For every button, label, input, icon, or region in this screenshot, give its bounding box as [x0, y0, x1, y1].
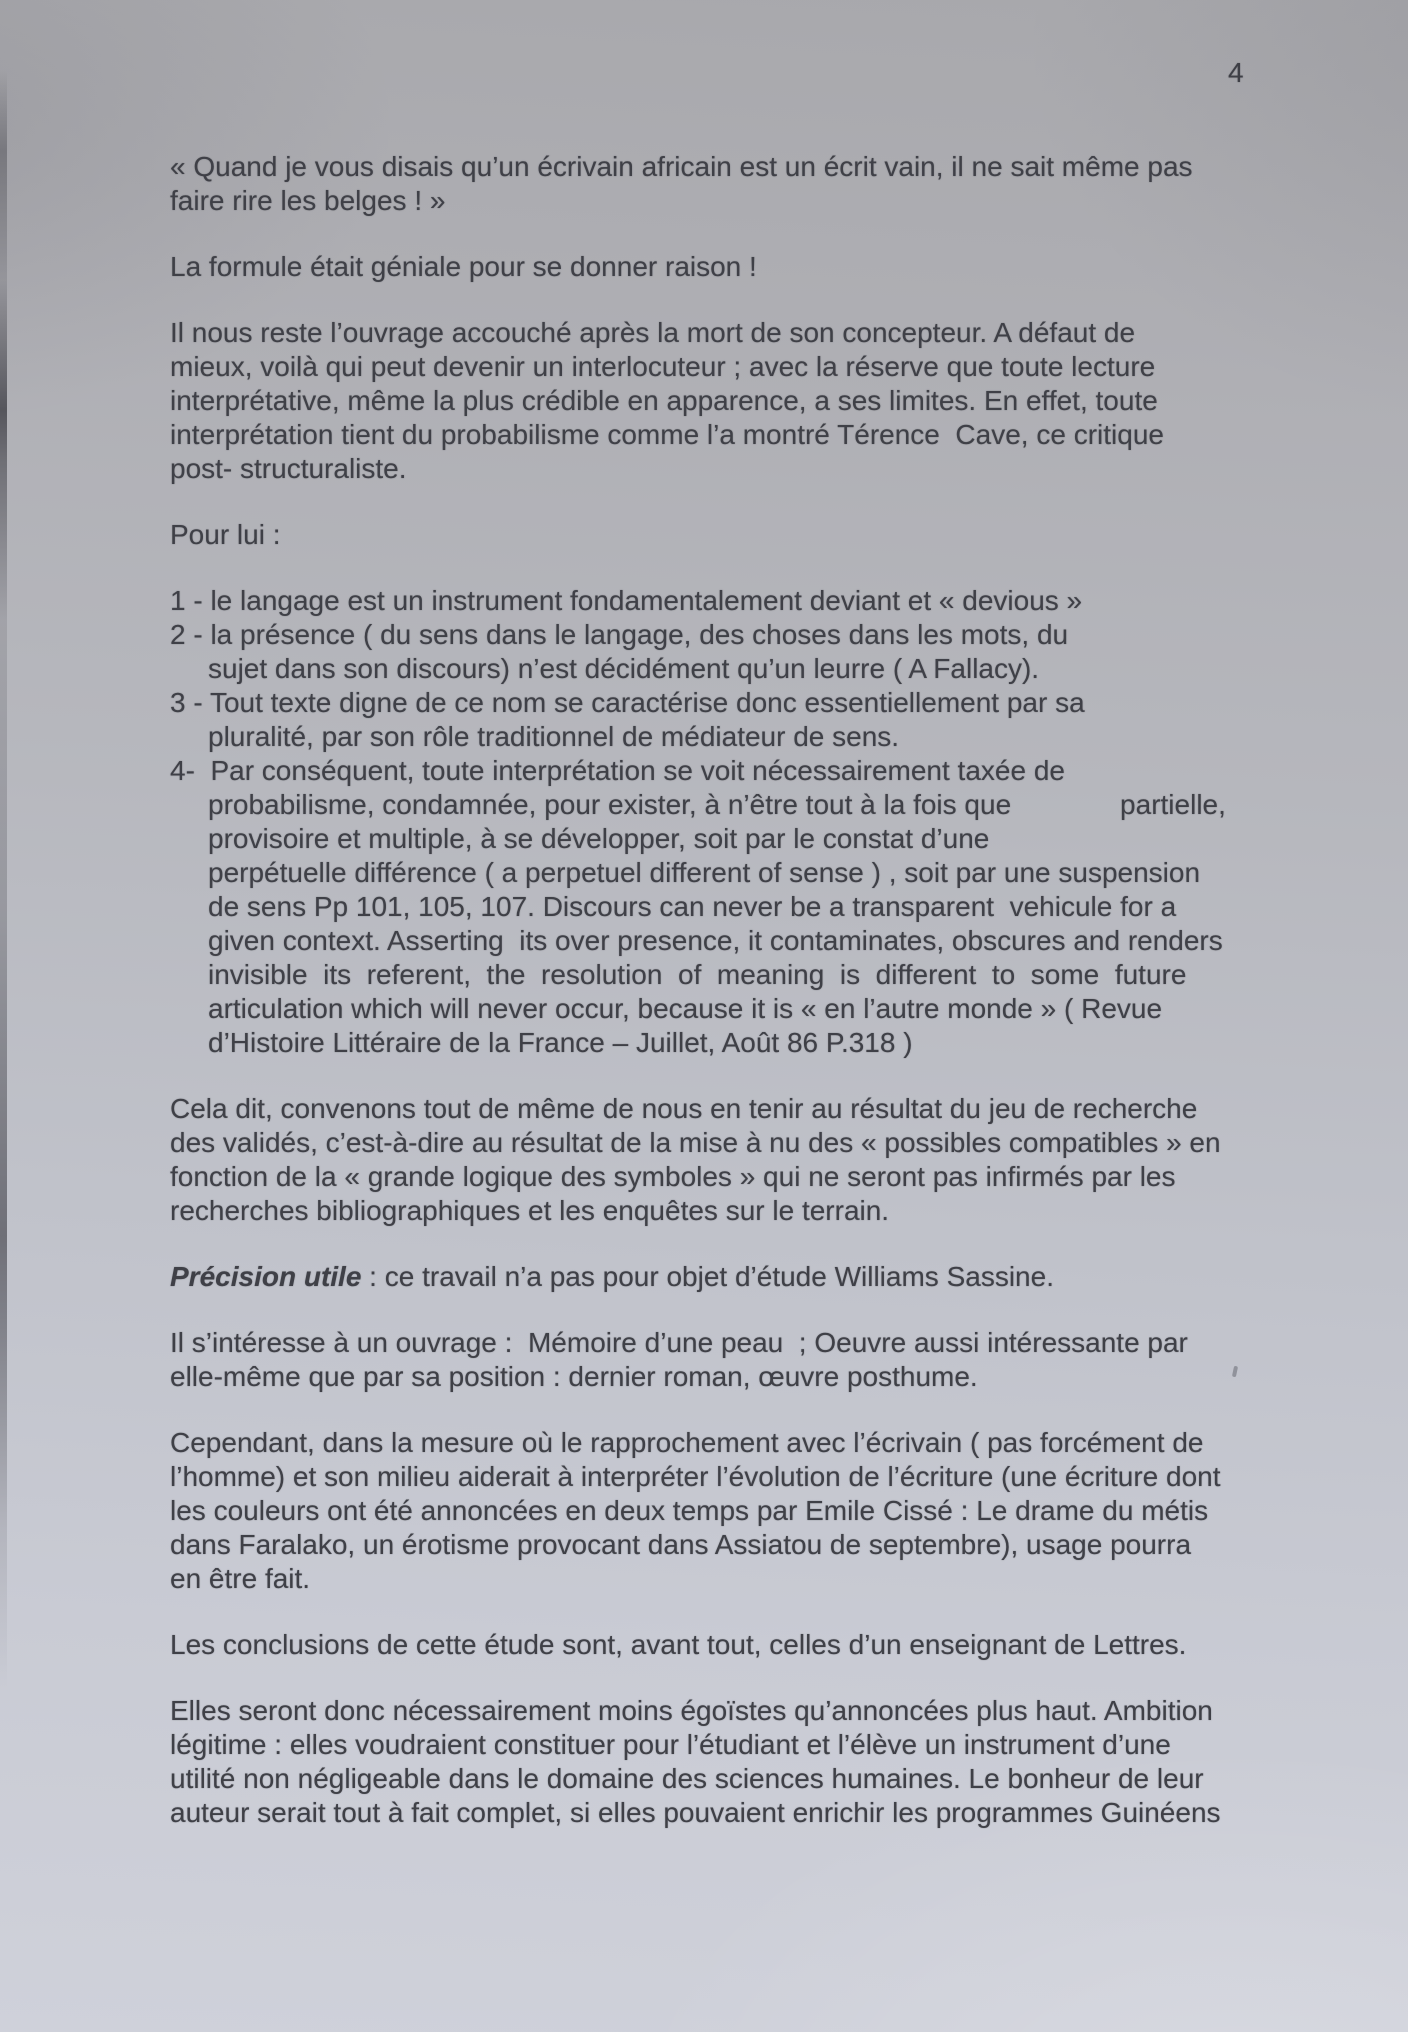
text-line: en être fait. [170, 1563, 311, 1594]
text-line: post- structuraliste. [170, 453, 407, 484]
text-line: Cependant, dans la mesure où le rapprochement avec l’écrivain ( pas forcément de [170, 1427, 1204, 1458]
list-item [170, 686, 1272, 754]
text-line: interprétative, même la plus crédible en apparence, a ses limites. En effet, toute [170, 385, 1158, 416]
list-item [170, 754, 1272, 1060]
text-line: légitime : elles voudraient constituer pour l’étudiant et l’élève un instrument d’une [170, 1729, 1171, 1760]
text-line: sujet dans son discours) n’est décidément qu’un leurre ( A Fallacy). [208, 653, 1040, 684]
text-line: mieux, voilà qui peut devenir un interlocuteur ; avec la réserve que toute lecture [170, 351, 1156, 382]
text-line: auteur serait tout à fait complet, si elles pouvaient enrichir les programmes Guinéens [170, 1797, 1221, 1828]
text-line: invisible its referent, the resolution of meaning is different to some future [208, 959, 1187, 990]
text-line: 4- Par conséquent, toute interprétation se voit nécessairement taxée de [170, 755, 1065, 786]
paragraph [170, 316, 1272, 486]
text-line: 2 - la présence ( du sens dans le langage, des choses dans les mots, du [170, 619, 1069, 650]
text-line: perpétuelle différence ( a perpetuel different of sense ) , soit par une suspension [208, 857, 1201, 888]
text-line: 3 - Tout texte digne de ce nom se caractérise donc essentiellement par sa [170, 687, 1085, 718]
list-item [170, 618, 1272, 686]
paragraph [170, 1694, 1272, 1830]
text-line: provisoire et multiple, à se développer, soit par le constat d’une [208, 823, 990, 854]
text-line: fonction de la « grande logique des symboles » qui ne seront pas infirmés par les [170, 1161, 1176, 1192]
text-line: probabilisme, condamnée, pour exister, à n’être tout à la fois que partielle, [208, 789, 1226, 820]
paragraph [170, 1628, 1272, 1662]
paragraph-lead: Précision utile [170, 1261, 362, 1292]
text-line: given context. Asserting its over presence, it contaminates, obscures and renders [208, 925, 1223, 956]
text-line: dans Faralako, un érotisme provocant dans Assiatou de septembre), usage pourra [170, 1529, 1192, 1560]
text-line: Pour lui : [170, 519, 281, 550]
paragraph [170, 250, 1272, 284]
paragraph [170, 1426, 1272, 1596]
text-line: Précision utile : ce travail n’a pas pour objet d’étude Williams Sassine. [170, 1261, 1054, 1292]
text-line: de sens Pp 101, 105, 107. Discours can never be a transparent vehicule for a [208, 891, 1177, 922]
text-line: pluralité, par son rôle traditionnel de médiateur de sens. [208, 721, 900, 752]
paragraph [170, 1326, 1272, 1394]
text-line: 1 - le langage est un instrument fondamentalement deviant et « devious » [170, 585, 1083, 616]
text-line: La formule était géniale pour se donner raison ! [170, 251, 757, 282]
text-line: les couleurs ont été annoncées en deux temps par Emile Cissé : Le drame du métis [170, 1495, 1209, 1526]
text-line: interprétation tient du probabilisme comme l’a montré Térence Cave, ce critique [170, 419, 1164, 450]
text-line: d’Histoire Littéraire de la France – Juillet, Août 86 P.318 ) [208, 1027, 913, 1058]
scan-edge-shadow [0, 70, 7, 1690]
list-item [170, 584, 1272, 618]
paragraph [170, 1092, 1272, 1228]
text-line: l’homme) et son milieu aiderait à interpréter l’évolution de l’écriture (une écriture dont [170, 1461, 1221, 1492]
document-body [170, 150, 1272, 1862]
paragraph [170, 1260, 1272, 1294]
text-line: articulation which will never occur, because it is « en l’autre monde » ( Revue [208, 993, 1163, 1024]
text-line: Il nous reste l’ouvrage accouché après la mort de son concepteur. A défaut de [170, 317, 1136, 348]
text-line: Elles seront donc nécessairement moins égoïstes qu’annoncées plus haut. Ambition [170, 1695, 1213, 1726]
text-line: faire rire les belges ! » [170, 185, 446, 216]
page-number: 4 [1228, 57, 1244, 88]
numbered-list [170, 584, 1272, 1060]
text-line: recherches bibliographiques et les enquêtes sur le terrain. [170, 1195, 890, 1226]
text-line: elle-même que par sa position : dernier roman, œuvre posthume. [170, 1361, 978, 1392]
paragraph [170, 150, 1272, 218]
paragraph [170, 518, 1272, 552]
text-line: Cela dit, convenons tout de même de nous en tenir au résultat du jeu de recherche [170, 1093, 1198, 1124]
text-line: Les conclusions de cette étude sont, avant tout, celles d’un enseignant de Lettres. [170, 1629, 1187, 1660]
text-line: des validés, c’est-à-dire au résultat de la mise à nu des « possibles compatibles » en [170, 1127, 1221, 1158]
text-line: Il s’intéresse à un ouvrage : Mémoire d’une peau ; Oeuvre aussi intéressante par [170, 1327, 1188, 1358]
text-line: « Quand je vous disais qu’un écrivain africain est un écrit vain, il ne sait même pas [170, 151, 1193, 182]
text-line: utilité non négligeable dans le domaine des sciences humaines. Le bonheur de leur [170, 1763, 1204, 1794]
